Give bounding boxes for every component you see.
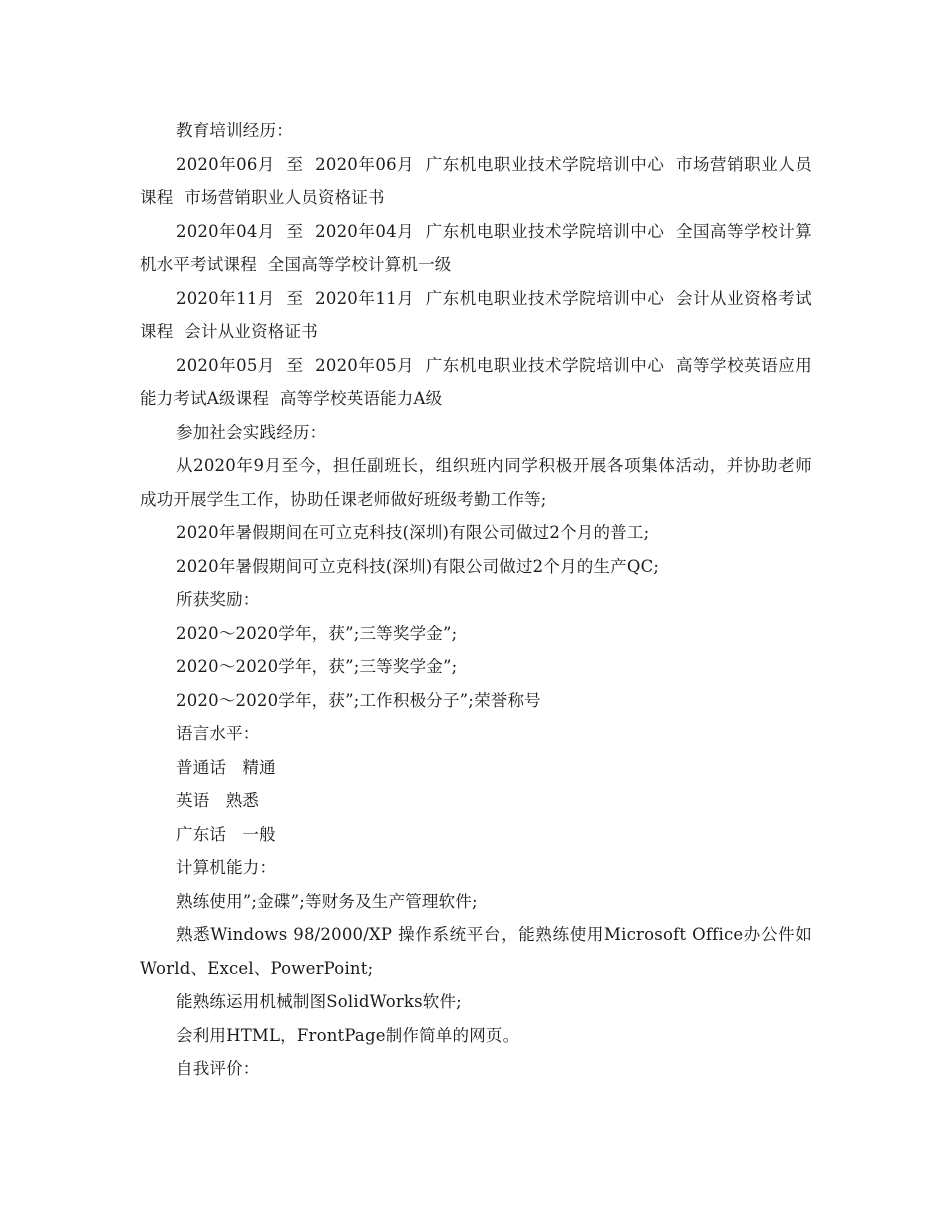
- computer-skill-entry: 会利用HTML，FrontPage制作简单的网页。: [176, 1025, 520, 1045]
- section-heading-computer: 计算机能力：: [176, 858, 277, 877]
- practice-entry: 从2020年9月至今，担任副班长，组织班内同学积极开展各项集体活动，并协助老师成功开展学生工作，协助任课老师做好班级考勤工作等;: [140, 456, 812, 509]
- award-entry: 2020～2020学年，获”;三等奖学金”;: [176, 657, 458, 676]
- language-entry: 普通话 精通: [176, 757, 276, 777]
- award-entry: 2020～2020学年，获”;三等奖学金”;: [176, 623, 458, 643]
- education-entry: 2020年05月 至 2020年05月 广东机电职业技术学院培训中心 高等学校英语应用能力考试A级课程 高等学校英语能力A级: [140, 355, 812, 408]
- award-entry: 2020～2020学年，获”;工作积极分子”;荣誉称号: [176, 690, 541, 710]
- computer-skill-entry: 能熟练运用机械制图SolidWorks软件;: [176, 992, 462, 1011]
- section-heading-awards: 所获奖励：: [176, 590, 260, 609]
- section-heading-practice: 参加社会实践经历：: [176, 422, 327, 442]
- education-entry: 2020年04月 至 2020年04月 广东机电职业技术学院培训中心 全国高等学校计算机水平考试课程 全国高等学校计算机一级: [140, 221, 812, 274]
- education-entry: 2020年06月 至 2020年06月 广东机电职业技术学院培训中心 市场营销职业人员课程 市场营销职业人员资格证书: [140, 154, 812, 207]
- practice-entry: 2020年暑假期间在可立克科技(深圳)有限公司做过2个月的普工;: [176, 523, 650, 542]
- language-entry: 英语 熟悉: [176, 791, 260, 810]
- section-heading-language: 语言水平：: [176, 724, 260, 743]
- computer-skill-entry: 熟练使用”;金碟”;等财务及生产管理软件;: [176, 891, 478, 911]
- document-body: [140, 114, 812, 1086]
- language-entry: 广东话 一般: [176, 824, 276, 844]
- computer-skill-entry: 熟悉Windows 98/2000/XP 操作系统平台，能熟练使用Microsoft Office办公件如World、Excel、PowerPoint;: [140, 925, 812, 978]
- education-entry: 2020年11月 至 2020年11月 广东机电职业技术学院培训中心 会计从业资格考试课程 会计从业资格证书: [140, 288, 812, 341]
- section-heading-education: 教育培训经历：: [176, 121, 293, 140]
- practice-entry: 2020年暑假期间可立克科技(深圳)有限公司做过2个月的生产QC;: [176, 556, 660, 576]
- section-heading-self-evaluation: 自我评价：: [176, 1059, 260, 1078]
